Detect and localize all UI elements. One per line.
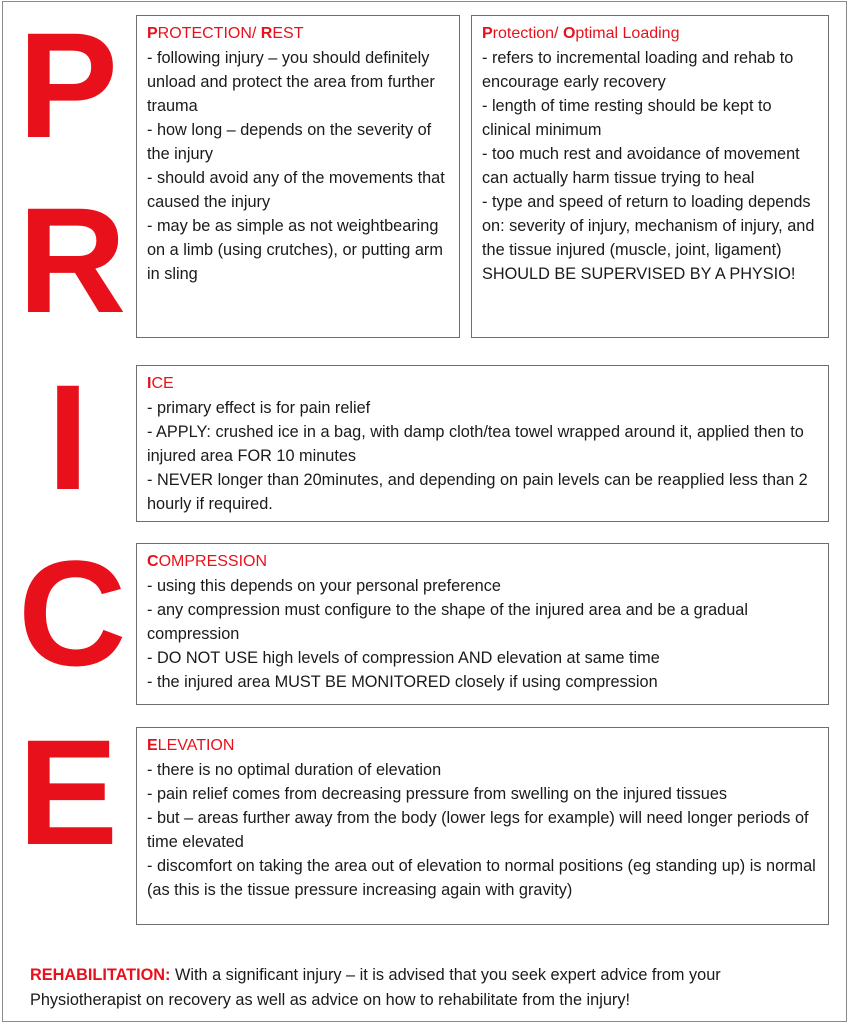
big-letter-i: I	[47, 353, 89, 521]
rehabilitation-note	[30, 963, 820, 1013]
elevation-box	[136, 727, 829, 925]
protection-loading-line: - too much rest and avoidance of movement can actually harm tissue trying to heal	[482, 145, 800, 187]
big-letter-e: E	[18, 708, 119, 876]
compression-line: - using this depends on your personal preference	[147, 577, 501, 595]
rehabilitation-label: REHABILITATION:	[30, 966, 171, 984]
elevation-line: - discomfort on taking the area out of elevation to normal positions (eg standing up) is normal (as this is the tissue pressure increasing again with gravity)	[147, 857, 816, 899]
ice-line: - NEVER longer than 20minutes, and depending on pain levels can be reapplied less than 2 hourly if required.	[147, 471, 808, 513]
protection-loading-box	[471, 15, 829, 338]
ice-title: ICE	[147, 375, 174, 392]
compression-line: - the injured area MUST BE MONITORED closely if using compression	[147, 673, 658, 691]
protection-rest-line: - should avoid any of the movements that caused the injury	[147, 169, 445, 211]
elevation-line: - there is no optimal duration of elevation	[147, 761, 442, 779]
elevation-line: - but – areas further away from the body (lower legs for example) will need longer periods of time elevated	[147, 809, 809, 851]
protection-rest-title: PROTECTION/ REST	[147, 25, 304, 42]
elevation-title: ELEVATION	[147, 737, 235, 754]
protection-loading-line: - type and speed of return to loading depends on: severity of injury, mechanism of injury, and the tissue injured (muscle, joint, ligament)	[482, 193, 815, 259]
elevation-line: - pain relief comes from decreasing pressure from swelling on the injured tissues	[147, 785, 728, 803]
protection-rest-line: - how long – depends on the severity of the injury	[147, 121, 432, 163]
big-letter-c: C	[18, 529, 127, 697]
protection-loading-line: - length of time resting should be kept to clinical minimum	[482, 97, 772, 139]
protection-loading-line: SHOULD BE SUPERVISED BY A PHYSIO!	[482, 265, 796, 283]
compression-line: - DO NOT USE high levels of compression AND elevation at same time	[147, 649, 660, 667]
protection-rest-line: - may be as simple as not weightbearing on a limb (using crutches), or putting arm in sling	[147, 217, 443, 283]
protection-rest-line: - following injury – you should definitely unload and protect the area from further trauma	[147, 49, 435, 115]
protection-rest-box	[136, 15, 460, 338]
ice-box	[136, 365, 829, 522]
protection-loading-title: Protection/ Optimal Loading	[482, 25, 680, 42]
ice-line: - primary effect is for pain relief	[147, 399, 371, 417]
ice-line: - APPLY: crushed ice in a bag, with damp cloth/tea towel wrapped around it, applied then to injured area FOR 10 minutes	[147, 423, 804, 465]
compression-box	[136, 543, 829, 705]
big-letter-r: R	[18, 176, 127, 344]
compression-line: - any compression must configure to the shape of the injured area and be a gradual compression	[147, 601, 748, 643]
rehabilitation-text: With a significant injury – it is advised that you seek expert advice from your Physiotherapist on recovery as well as advice on how to rehabilitate from the injury!	[30, 966, 721, 1009]
compression-title: COMPRESSION	[147, 553, 268, 570]
big-letter-p: P	[18, 1, 119, 169]
protection-loading-line: - refers to incremental loading and rehab to encourage early recovery	[482, 49, 794, 91]
